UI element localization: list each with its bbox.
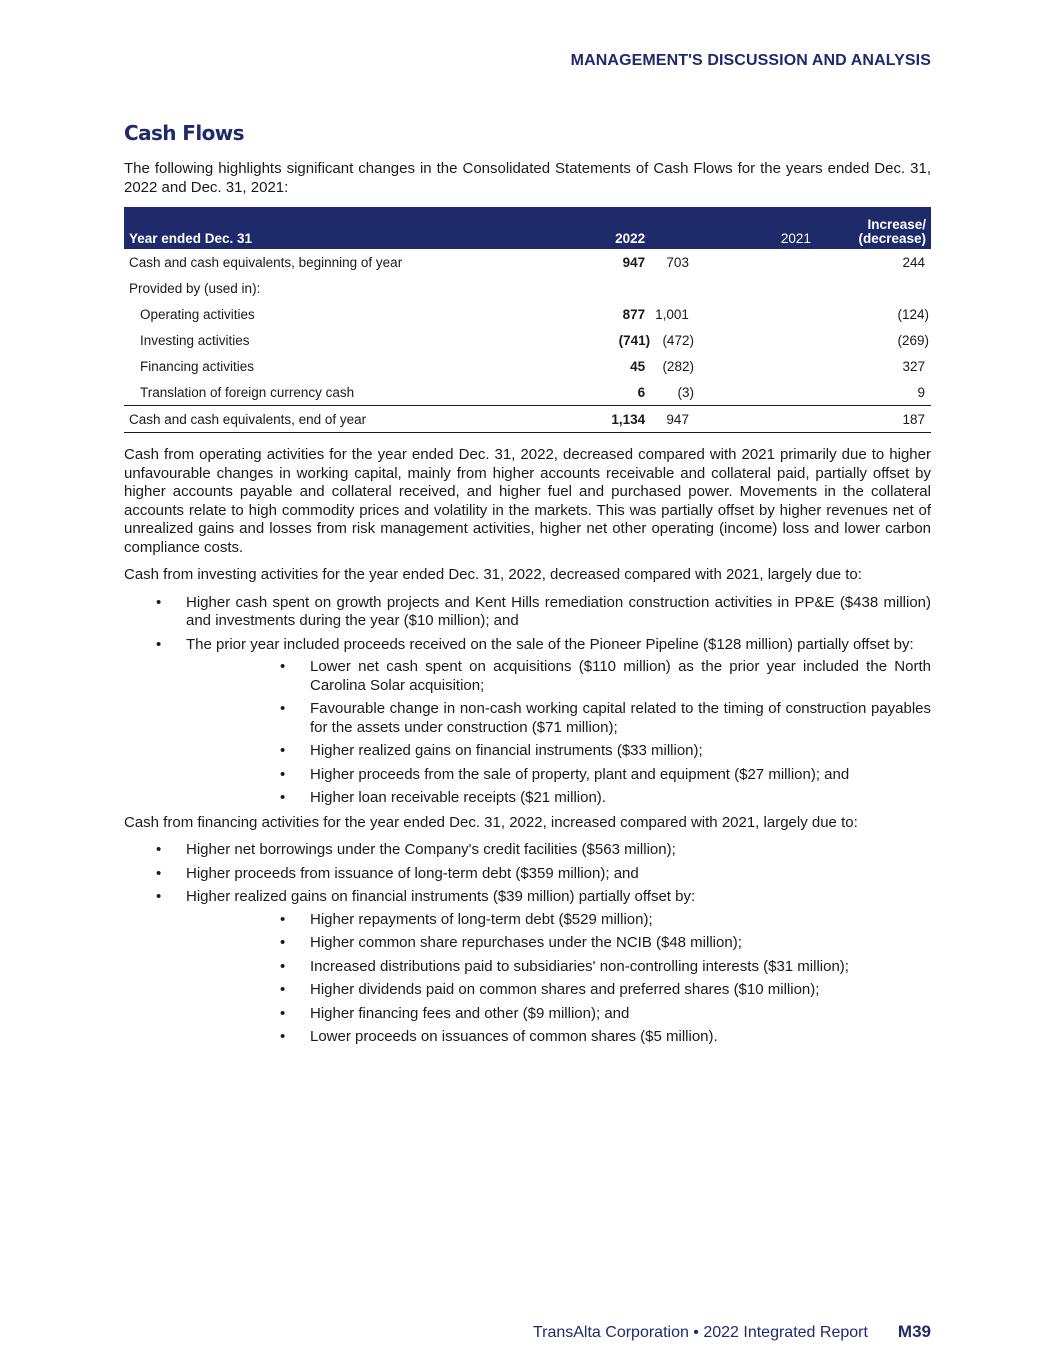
table-row [124, 275, 931, 301]
row-label: Financing activities [140, 358, 255, 374]
table-row [124, 301, 931, 327]
page-footer [533, 1322, 931, 1342]
financing-sub-bullets [248, 911, 931, 1047]
list-item: • Higher proceeds from issuance of long-term debt ($359 million); and [156, 864, 639, 882]
investing-paragraph: Cash from investing activities for the year ended Dec. 31, 2022, decreased compared with 2021, largely due to: [124, 566, 862, 583]
investing-bullets [124, 594, 931, 808]
value-2021: 1,001 [655, 306, 689, 322]
page-number: M39 [897, 1322, 931, 1341]
value-change: (269) [897, 332, 929, 348]
value-change: 187 [816, 406, 931, 433]
row-label: Operating activities [140, 306, 255, 322]
list-item: • Higher loan receivable receipts ($21 million). [280, 789, 606, 806]
value-2021: (3) [677, 384, 694, 400]
value-2022: 6 [637, 384, 646, 400]
financing-bullets [124, 841, 931, 1047]
list-item: • The prior year included proceeds received on the sale of the Pioneer Pipeline ($128 million) partially offset by: • Lower net cash spent on acquisitions ($110 million) as the prior year included the North Carolina Solar acquisition; • Favourable change in non-cash working capital related to the timing of construction payables for the assets under construction ($71 million); • Higher realized gains on financial instruments ($33 million); • Higher proceeds from the sale of property, plant and equipment ($27 million); and • Higher loan receivable receipts ($21 million). [156, 635, 931, 806]
value-change: (124) [897, 306, 929, 322]
header-increase-decrease: Increase/ (decrease) [858, 217, 926, 246]
list-item: • Higher financing fees and other ($9 million); and [280, 1004, 630, 1022]
value-2022: 947 [622, 254, 646, 270]
table-row-total [124, 406, 931, 433]
intro-paragraph: The following highlights significant changes in the Consolidated Statements of Cash Flows for the years ended Dec. 31, 2022 and Dec. 31, 2021: [124, 160, 931, 196]
row-label: Translation of foreign currency cash [140, 384, 355, 400]
value-2022: 45 [630, 358, 646, 374]
body-text [124, 446, 931, 1053]
list-item: • Higher proceeds from the sale of property, plant and equipment ($27 million); and [280, 765, 850, 783]
table-row [124, 327, 931, 353]
page-header-title: MANAGEMENT'S DISCUSSION AND ANALYSIS [570, 52, 931, 69]
value-2022: 877 [622, 306, 646, 322]
list-item: • Increased distributions paid to subsidiaries' non-controlling interests ($31 million); [280, 957, 849, 975]
investing-sub-bullets [248, 658, 931, 808]
header-2022: 2022 [615, 231, 646, 246]
value-2021: (472) [662, 332, 694, 348]
table-row [124, 249, 931, 275]
footer-text: TransAlta Corporation • 2022 Integrated Report [532, 1324, 868, 1341]
section-title: Cash Flows [124, 121, 244, 145]
value-2021: (282) [662, 358, 694, 374]
value-2021: 703 [666, 254, 689, 270]
value-2022: (741) [618, 332, 651, 348]
list-item: • Higher repayments of long-term debt ($529 million); [280, 910, 653, 928]
value-2022: 1,134 [539, 406, 650, 433]
value-change: 9 [917, 384, 925, 400]
header-year-ended: Year ended Dec. 31 [129, 231, 253, 246]
value-change: 244 [902, 254, 925, 270]
list-item: • Higher dividends paid on common shares and preferred shares ($10 million); [280, 981, 820, 998]
list-item: • Favourable change in non-cash working capital related to the timing of construction payables for the assets under construction ($71 million); [280, 700, 931, 736]
row-label: Investing activities [140, 332, 250, 348]
list-item: • Lower net cash spent on acquisitions ($110 million) as the prior year included the North Carolina Solar acquisition; [280, 658, 931, 694]
table-row [124, 379, 931, 406]
list-item: • Higher common share repurchases under the NCIB ($48 million); [280, 934, 742, 951]
value-2021: 947 [650, 406, 816, 433]
row-label: Cash and cash equivalents, beginning of year [129, 254, 403, 270]
table-row [124, 353, 931, 379]
cash-flows-table [124, 207, 931, 433]
list-item: • Lower proceeds on issuances of common shares ($5 million). [280, 1028, 718, 1045]
value-change: 327 [902, 358, 925, 374]
list-item: • Higher net borrowings under the Company's credit facilities ($563 million); [156, 841, 676, 858]
list-item: • Higher realized gains on financial instruments ($39 million) partially offset by: • Higher repayments of long-term debt ($529 million); • Higher common share repurchases under the NCIB ($48 million); • Increased distributions paid to subsidiaries' non-controlling interests ($31 million); • Higher dividends paid on common shares and preferred shares ($10 million); • Higher financing fees and other ($9 million); and • Lower proceeds on issuances of common shares ($5 million). [124, 888, 931, 1047]
row-label: Provided by (used in): [129, 280, 261, 296]
operating-paragraph: Cash from operating activities for the year ended Dec. 31, 2022, decreased compared with 2021 primarily due to higher unfavourable changes in working capital, mainly from higher accounts receivable and collateral paid, partially offset by higher accounts payable and collateral received, and higher fuel and purchased power. Movements in the collateral accounts relate to high commodity prices and volatility in the markets. This was partially offset by higher revenues net of unrealized gains and losses from risk management activities, higher net other operating (income) loss and lower carbon compliance costs. [124, 446, 931, 556]
table-header-row [124, 207, 931, 249]
header-2021: 2021 [780, 231, 811, 246]
financing-paragraph: Cash from financing activities for the year ended Dec. 31, 2022, increased compared with 2021, largely due to: [124, 813, 858, 831]
list-item: • Higher cash spent on growth projects and Kent Hills remediation construction activities in PP&E ($438 million) and investments during the year ($10 million); and [156, 593, 931, 629]
list-item: • Higher realized gains on financial instruments ($33 million); [280, 742, 703, 759]
row-label: Cash and cash equivalents, end of year [124, 406, 539, 433]
